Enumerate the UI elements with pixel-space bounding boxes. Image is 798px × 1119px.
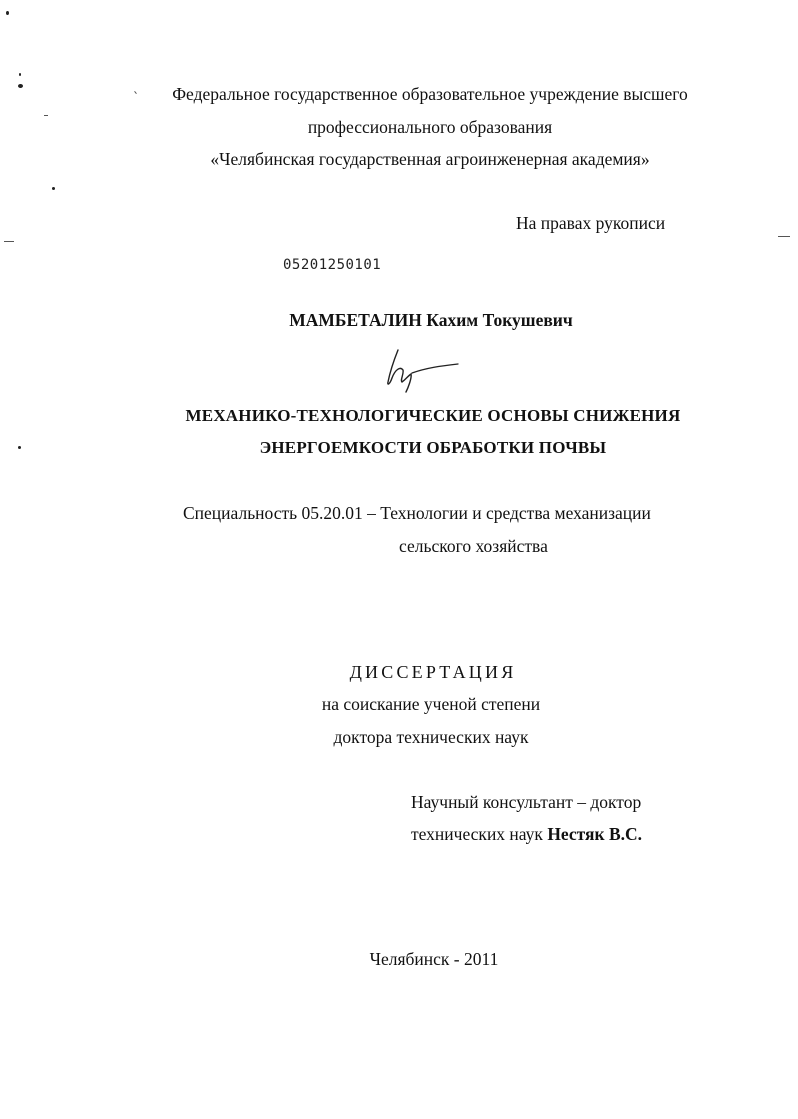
author-signature [378,346,468,396]
consultant-name: Нестяк В.С. [547,824,643,844]
scan-mark [44,115,48,116]
scan-speck [19,73,21,76]
scan-mark [4,241,14,242]
author-name [0,309,798,331]
consultant-line-2 [411,823,642,845]
consultant-degree: технических наук [411,824,543,844]
scan-speck [18,84,23,88]
degree-purpose-line-1: на соискание ученой степени [321,694,541,714]
degree-purpose-line-2: доктора технических наук [333,727,529,747]
scan-speck [6,11,9,15]
city-year: Челябинск - 2011 [369,949,499,969]
author-surname: МАМБЕТАЛИН [289,310,422,330]
dissertation-title-line-1: МЕХАНИКО-ТЕХНОЛОГИЧЕСКИЕ ОСНОВЫ СНИЖЕНИЯ [185,406,681,425]
consultant-line-1: Научный консультант – доктор [411,792,642,812]
institution-line-1: Федеральное государственное образовательное учреждение высшего [172,84,688,104]
registration-number-stamp: 05201250101 [283,257,382,273]
institution-line-2: профессионального образования [307,117,553,137]
institution-line-3: «Челябинская государственная агроинженерная академия» [210,149,650,169]
dissertation-title-line-2: ЭНЕРГОЕМКОСТИ ОБРАБОТКИ ПОЧВЫ [259,438,607,457]
scan-speck [52,187,55,190]
specialty-line-1: Специальность 05.20.01 – Технологии и средства механизации [183,503,651,523]
document-type-heading: ДИССЕРТАЦИЯ [349,662,517,682]
specialty-line-2: сельского хозяйства [399,536,548,556]
manuscript-rights-note: На правах рукописи [516,213,666,233]
author-given-names: Кахим Токушевич [426,310,573,330]
scan-mark [778,236,790,237]
